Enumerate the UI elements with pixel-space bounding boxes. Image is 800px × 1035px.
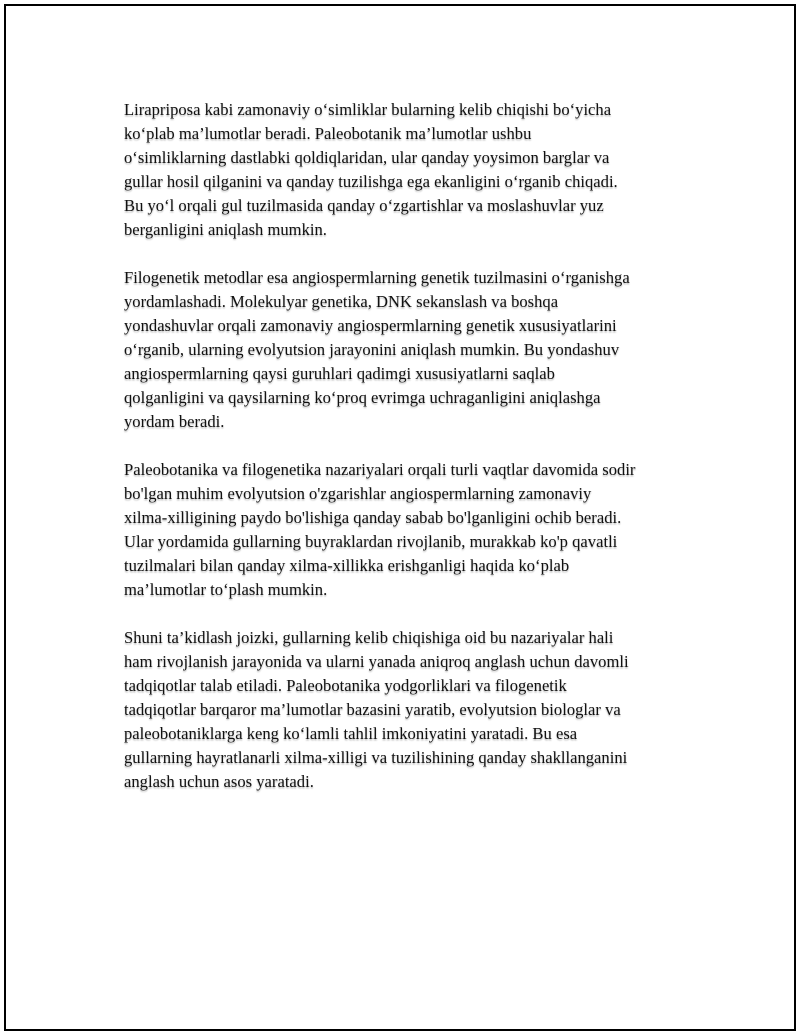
document-body bbox=[124, 98, 696, 818]
paragraph-3: Paleobotanika va filogenetika nazariyalari orqali turli vaqtlar davomida sodir bo'lgan muhim evolyutsion o'zgarishlar angiospermlarning zamonaviy xilma-xilligining paydo bo'lishiga qanday sabab bo'lganligini ochib beradi. Ular yordamida gullarning buyraklardan rivojlanib, murakkab ko'p qavatli tuzilmalari bilan qanday xilma-xillikka erishganligi haqida ko‘plab ma’lumotlar to‘plash mumkin. bbox=[124, 460, 636, 599]
page-frame bbox=[4, 4, 796, 1031]
paragraph-2: Filogenetik metodlar esa angiospermlarning genetik tuzilmasini o‘rganishga yordamlashadi. Molekulyar genetika, DNK sekanslash va boshqa yondashuvlar orqali zamonaviy angiospermlarning genetik xususiyatlarini o‘rganib, ularning evolyutsion jarayonini aniqlash mumkin. Bu yondashuv angiospermlarning qaysi guruhlari qadimgi xususiyatlarni saqlab qolganligini va qaysilarning ko‘proq evrimga uchraganligini aniqlashga yordam beradi. bbox=[124, 268, 630, 431]
paragraph-4: Shuni ta’kidlash joizki, gullarning kelib chiqishiga oid bu nazariyalar hali ham rivojlanish jarayonida va ularni yanada aniqroq anglash uchun davomli tadqiqotlar talab etiladi. Paleobotanika yodgorliklari va filogenetik tadqiqotlar barqaror ma’lumotlar bazasini yaratib, evolyutsion biologlar va paleobotaniklarga keng ko‘lamli tahlil imkoniyatini yaratadi. Bu esa gullarning hayratlanarli xilma-xilligi va tuzilishining qanday shakllanganini anglash uchun asos yaratadi. bbox=[124, 628, 629, 791]
paragraph-1: Lirapriposa kabi zamonaviy o‘simliklar bularning kelib chiqishi bo‘yicha ko‘plab ma’lumotlar beradi. Paleobotanik ma’lumotlar ushbu o‘simliklarning dastlabki qoldiqlaridan, ular qanday yoysimon barglar va gullar hosil qilganini va qanday tuzilishga ega ekanligini o‘rganib chiqadi. Bu yo‘l orqali gul tuzilmasida qanday o‘zgartishlar va moslashuvlar yuz berganligini aniqlash mumkin. bbox=[124, 100, 618, 239]
